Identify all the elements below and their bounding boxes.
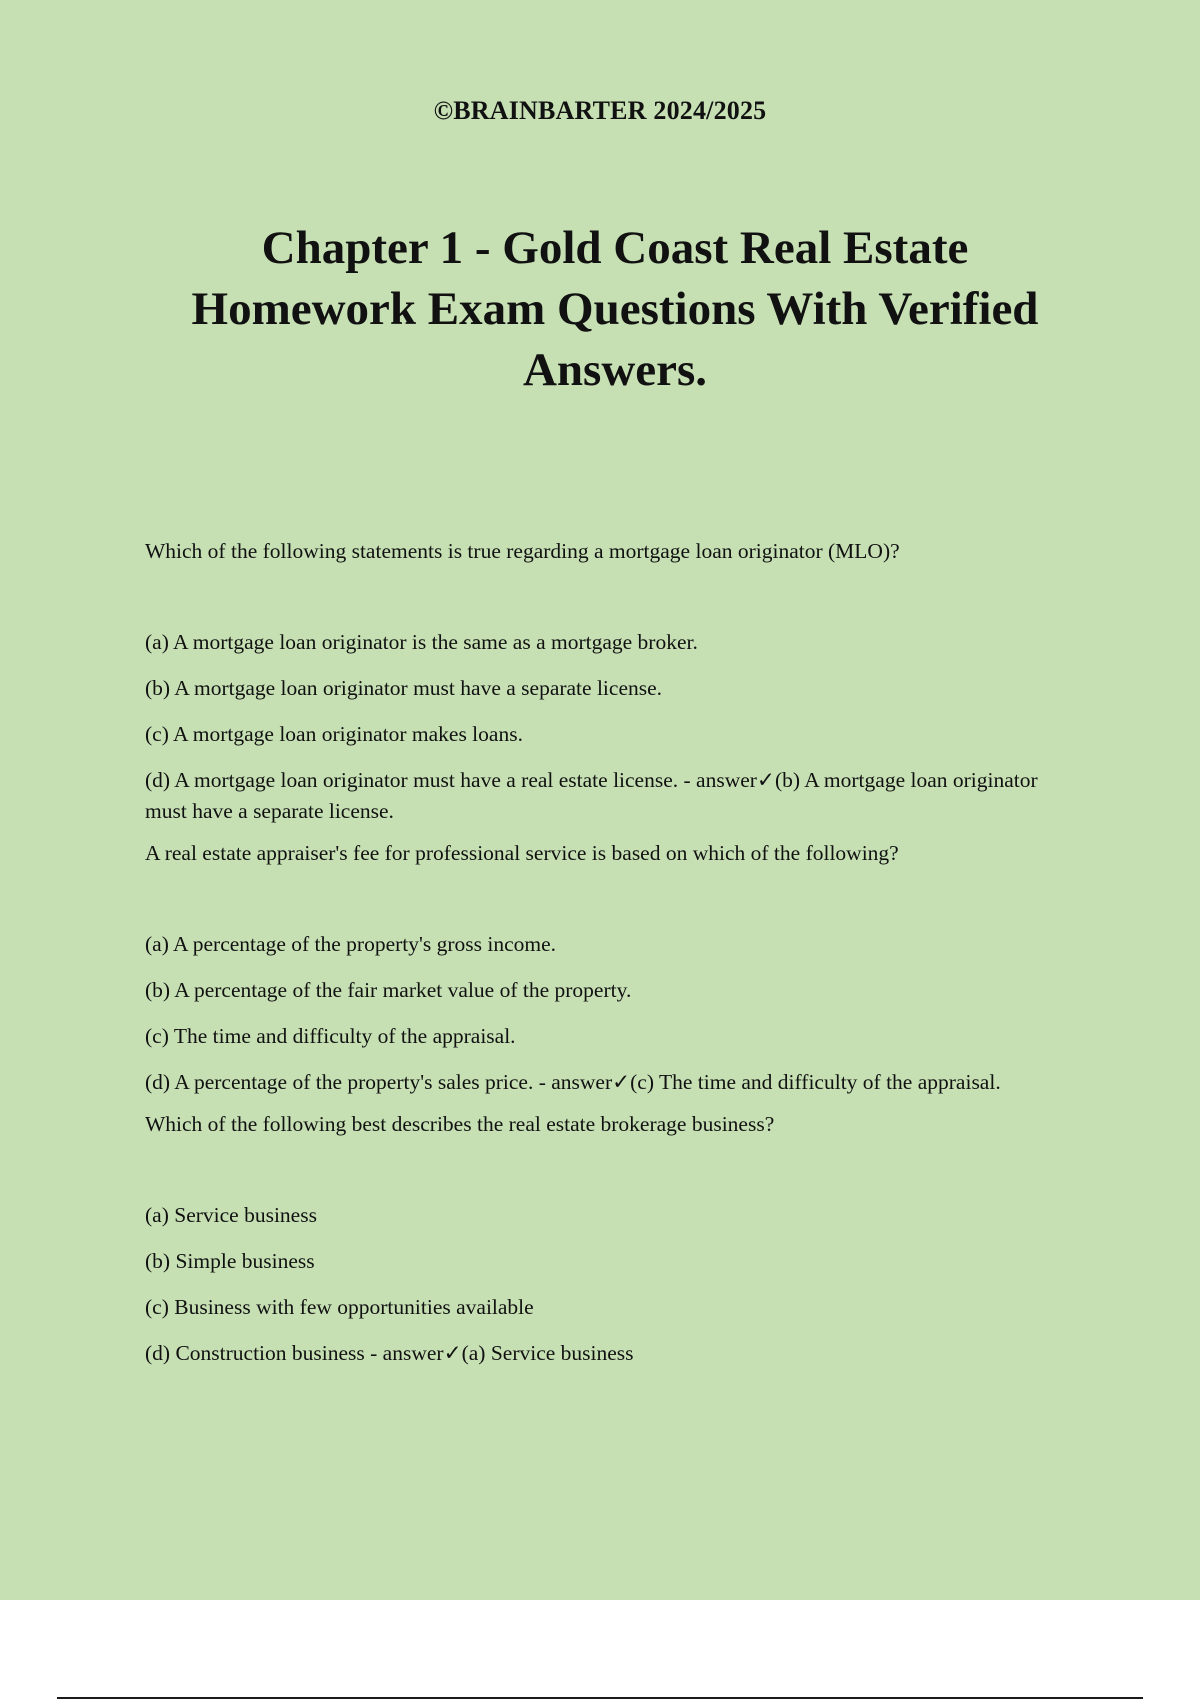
footer-divider bbox=[57, 1697, 1143, 1699]
option-item-with-answer: (d) A mortgage loan originator must have a real estate license. - answer✓(b) A mortgage loan originator must have a separate license. bbox=[145, 768, 1038, 823]
question-block bbox=[145, 838, 1075, 1098]
options-list bbox=[145, 929, 1075, 1098]
question-block bbox=[145, 1109, 1075, 1369]
option-item: (a) A percentage of the property's gross income. bbox=[145, 932, 557, 956]
option-item: (b) Simple business bbox=[145, 1249, 315, 1273]
options-list bbox=[145, 1200, 1075, 1369]
option-item-with-answer: (d) A percentage of the property's sales price. - answer✓(c) The time and difficulty of the appraisal. bbox=[145, 1070, 1001, 1094]
option-item: (c) A mortgage loan originator makes loans. bbox=[145, 722, 523, 746]
questions-section bbox=[145, 536, 1075, 1380]
question-block bbox=[145, 536, 1075, 827]
document-title: Chapter 1 - Gold Coast Real Estate Homework Exam Questions With Verified Answers. bbox=[191, 222, 1039, 396]
question-text: Which of the following best describes the real estate brokerage business? bbox=[145, 1112, 775, 1136]
option-item: (c) Business with few opportunities available bbox=[145, 1295, 534, 1319]
question-text: Which of the following statements is true regarding a mortgage loan originator (MLO)? bbox=[145, 539, 900, 563]
question-text: A real estate appraiser's fee for professional service is based on which of the following? bbox=[145, 841, 899, 865]
option-item: (b) A percentage of the fair market value of the property. bbox=[145, 978, 632, 1002]
option-item: (c) The time and difficulty of the appraisal. bbox=[145, 1024, 516, 1048]
option-item: (b) A mortgage loan originator must have a separate license. bbox=[145, 676, 663, 700]
option-item: (a) A mortgage loan originator is the same as a mortgage broker. bbox=[145, 630, 698, 654]
option-item-with-answer: (d) Construction business - answer✓(a) Service business bbox=[145, 1341, 634, 1365]
copyright-header: ©BRAINBARTER 2024/2025 bbox=[433, 96, 767, 125]
options-list bbox=[145, 627, 1075, 827]
option-item: (a) Service business bbox=[145, 1203, 317, 1227]
